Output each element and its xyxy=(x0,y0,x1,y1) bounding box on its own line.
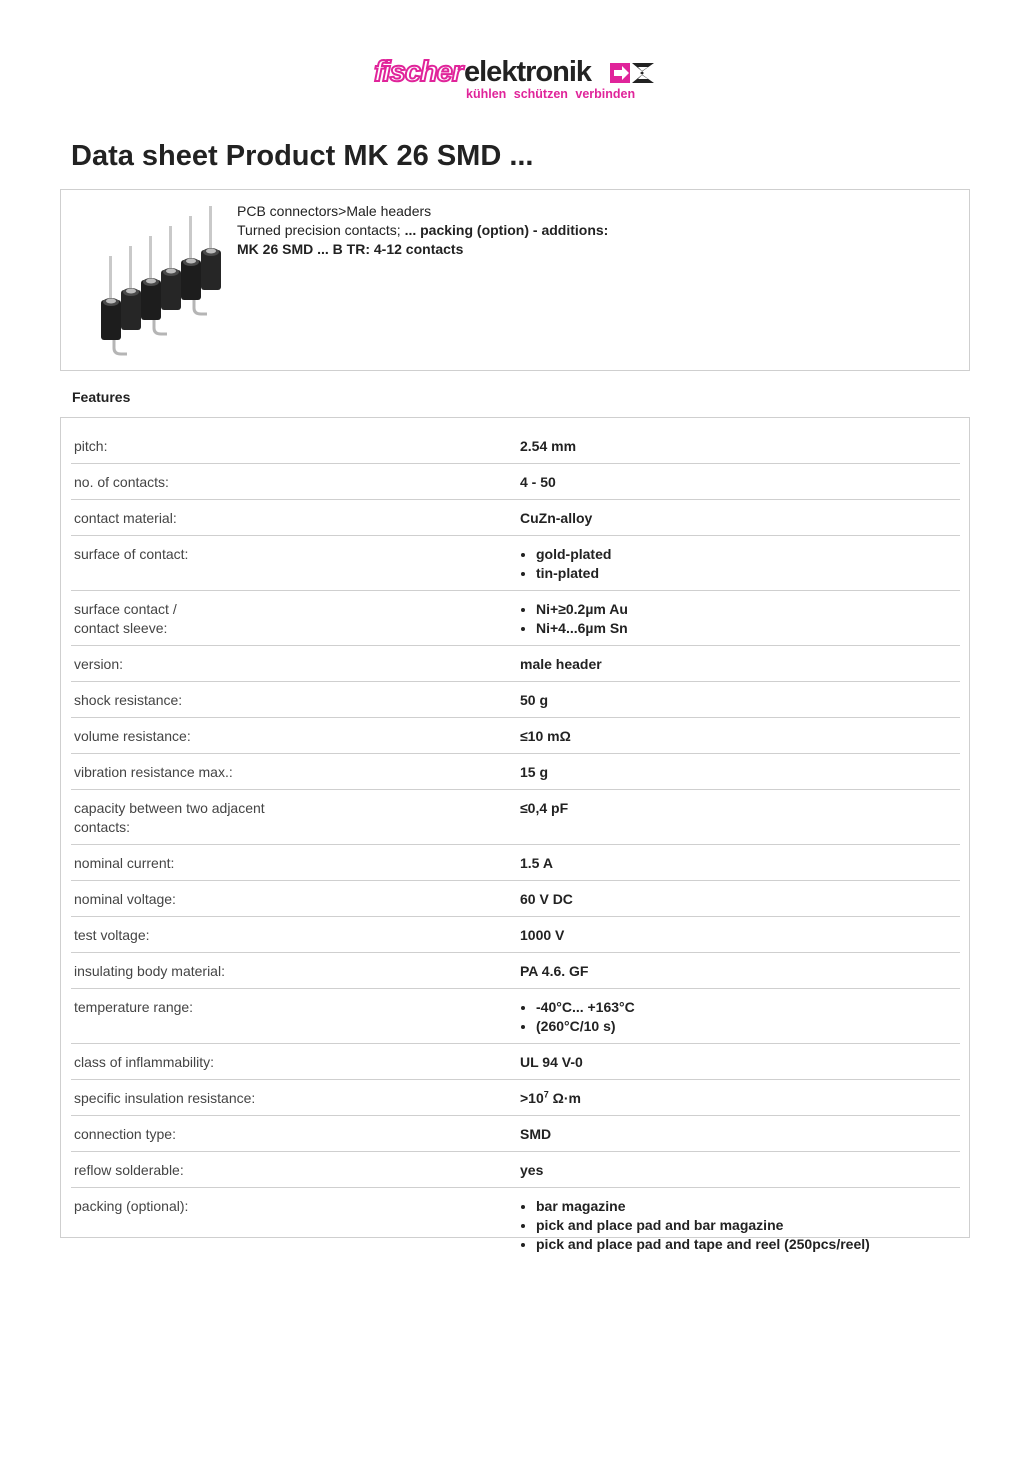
list-item: • tin-plated xyxy=(536,564,957,583)
list-item: • -40°C... +163°C xyxy=(536,998,957,1017)
table-row xyxy=(71,646,960,682)
table-row xyxy=(71,845,960,881)
feature-label-line: class of inflammability: xyxy=(74,1054,215,1070)
list-item: • Ni+≥0.2µm Au xyxy=(536,600,957,619)
feature-label xyxy=(71,845,517,881)
table-row xyxy=(71,500,960,536)
feature-label xyxy=(71,1116,517,1152)
feature-label-line: shock resistance: xyxy=(74,692,183,708)
table-row xyxy=(71,790,960,845)
feature-label-line: reflow solderable: xyxy=(74,1162,184,1178)
feature-value-list xyxy=(520,1197,957,1254)
feature-label xyxy=(71,953,517,989)
feature-value xyxy=(517,1188,960,1262)
feature-value-list xyxy=(520,545,957,583)
feature-value: CuZn-alloy xyxy=(517,500,960,536)
list-item: • pick and place pad and tape and reel (250pcs/reel) xyxy=(536,1235,957,1254)
feature-label-line: insulating body material: xyxy=(74,963,225,979)
feature-label xyxy=(71,754,517,790)
table-row xyxy=(71,1152,960,1188)
feature-label-line: nominal voltage: xyxy=(74,891,176,907)
table-row xyxy=(71,917,960,953)
feature-value: male header xyxy=(517,646,960,682)
list-item: • bar magazine xyxy=(536,1197,957,1216)
feature-label xyxy=(71,881,517,917)
feature-label-line: contact sleeve: xyxy=(74,620,168,636)
feature-value-list xyxy=(520,600,957,638)
feature-label xyxy=(71,917,517,953)
feature-value: 15 g xyxy=(517,754,960,790)
list-item: • Ni+4...6µm Sn xyxy=(536,619,957,638)
table-row xyxy=(71,1188,960,1262)
feature-value: 1000 V xyxy=(517,917,960,953)
table-row xyxy=(71,718,960,754)
feature-label-line: surface contact / xyxy=(74,601,177,617)
feature-label-line: test voltage: xyxy=(74,927,150,943)
feature-label-line: pitch: xyxy=(74,438,108,454)
feature-label xyxy=(71,718,517,754)
feature-label xyxy=(71,1080,517,1116)
product-variant: MK 26 SMD ... B TR: 4-12 contacts xyxy=(237,241,464,257)
feature-label xyxy=(71,428,517,464)
logo-word-fischer: fischer xyxy=(374,56,463,88)
feature-value: 4 - 50 xyxy=(517,464,960,500)
feature-value: ≤10 mΩ xyxy=(517,718,960,754)
feature-label xyxy=(71,989,517,1044)
table-row xyxy=(71,682,960,718)
feature-value: UL 94 V-0 xyxy=(517,1044,960,1080)
table-row xyxy=(71,754,960,790)
feature-value: PA 4.6. GF xyxy=(517,953,960,989)
features-heading: Features xyxy=(72,389,131,405)
table-row xyxy=(71,881,960,917)
table-row xyxy=(71,536,960,591)
feature-label-line: no. of contacts: xyxy=(74,474,169,490)
feature-value xyxy=(517,536,960,591)
list-item: • gold-plated xyxy=(536,545,957,564)
feature-label xyxy=(71,536,517,591)
feature-value xyxy=(517,989,960,1044)
feature-label-line: volume resistance: xyxy=(74,728,191,744)
feature-value: 60 V DC xyxy=(517,881,960,917)
table-row xyxy=(71,591,960,646)
feature-label-line: version: xyxy=(74,656,124,672)
logo-word-elektronik: elektronik xyxy=(464,56,591,88)
table-row xyxy=(71,953,960,989)
logo-tagline: kühlen schützen verbinden xyxy=(466,87,636,101)
feature-label xyxy=(71,1152,517,1188)
product-description-line: Turned precision contacts; ... packing (option) - additions: xyxy=(237,222,609,238)
feature-label-line: packing (optional): xyxy=(74,1198,189,1214)
feature-value: SMD xyxy=(517,1116,960,1152)
feature-value xyxy=(517,591,960,646)
feature-label xyxy=(71,591,517,646)
product-category-breadcrumb: PCB connectors>Male headers xyxy=(237,203,432,219)
page-title: Data sheet Product MK 26 SMD ... xyxy=(71,140,534,172)
feature-value: yes xyxy=(517,1152,960,1188)
feature-label xyxy=(71,790,517,845)
feature-label-line: vibration resistance max.: xyxy=(74,764,233,780)
feature-value: 50 g xyxy=(517,682,960,718)
table-row xyxy=(71,989,960,1044)
feature-label-line: capacity between two adjacent xyxy=(74,800,265,816)
feature-value-list xyxy=(520,998,957,1036)
feature-label xyxy=(71,500,517,536)
feature-label xyxy=(71,646,517,682)
table-row xyxy=(71,1044,960,1080)
feature-label xyxy=(71,682,517,718)
feature-label xyxy=(71,1188,517,1262)
feature-label-line: temperature range: xyxy=(74,999,194,1015)
feature-label xyxy=(71,464,517,500)
feature-value: $>10^7$ Ω·m xyxy=(517,1080,960,1116)
feature-label-line: surface of contact: xyxy=(74,546,189,562)
feature-label-line: connection type: xyxy=(74,1126,176,1142)
male-header-product-image xyxy=(91,200,231,360)
logo-arrow-icon xyxy=(610,61,656,85)
feature-value: ≤0,4 pF xyxy=(517,790,960,845)
features-table xyxy=(71,428,960,1261)
feature-value: 2.54 mm xyxy=(517,428,960,464)
table-row xyxy=(71,464,960,500)
table-row xyxy=(71,428,960,464)
feature-label-line: specific insulation resistance: xyxy=(74,1090,256,1106)
list-item: • pick and place pad and bar magazine xyxy=(536,1216,957,1235)
company-logo xyxy=(374,55,664,105)
product-description xyxy=(237,202,608,259)
product-summary xyxy=(60,189,970,371)
feature-label-line: contacts: xyxy=(74,819,131,835)
table-row xyxy=(71,1116,960,1152)
list-item: • (260°C/10 s) xyxy=(536,1017,957,1036)
table-row xyxy=(71,1080,960,1116)
feature-label-line: contact material: xyxy=(74,510,177,526)
feature-label xyxy=(71,1044,517,1080)
features-table-container xyxy=(60,417,970,1252)
feature-label-line: nominal current: xyxy=(74,855,175,871)
feature-value: 1.5 A xyxy=(517,845,960,881)
